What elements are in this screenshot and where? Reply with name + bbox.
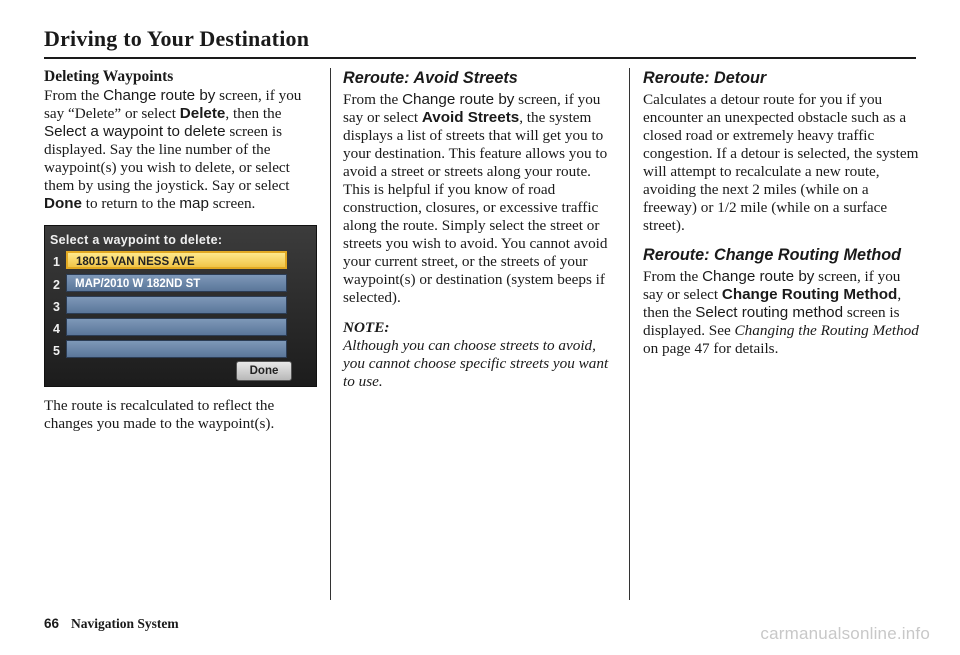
button-name: Done — [44, 195, 82, 212]
waypoint-row — [50, 318, 290, 338]
text-run: , then the — [643, 286, 902, 321]
section-heading: Deleting Waypoints — [44, 68, 174, 85]
text-run: From the — [643, 268, 703, 285]
button-name: Change Routing Method — [721, 286, 898, 303]
row-number: 2 — [53, 278, 60, 292]
column-divider-1 — [330, 68, 331, 600]
row-number: 5 — [53, 344, 60, 358]
section-heading: Reroute: Detour — [643, 69, 767, 87]
text-run: screen is displayed. See — [643, 304, 900, 339]
column-avoid-streets — [343, 68, 619, 391]
text-run: screen is displayed. Say the line number of the waypoint(s) you wish to delete, or select them by using the joystick. Say or select — [44, 123, 290, 194]
paragraph: The route is recalculated to reflect the changes you made to the waypoint(s). — [44, 397, 275, 432]
text-run: From the — [343, 91, 403, 108]
waypoint-row — [50, 251, 290, 271]
section-heading: Reroute: Change Routing Method — [643, 246, 902, 264]
button-name: Avoid Streets — [421, 109, 520, 126]
text-run: screen, if you say “Delete” or select — [44, 87, 302, 122]
waypoint-field — [66, 318, 287, 336]
cross-reference: Changing the Routing Method — [734, 322, 919, 339]
text-run: , then the — [225, 105, 282, 122]
screen-header: Select a waypoint to delete: — [50, 233, 223, 247]
paragraph — [44, 87, 320, 213]
text-run: screen, if you say or select — [643, 268, 901, 303]
row-number: 3 — [53, 300, 60, 314]
waypoint-row — [50, 274, 290, 294]
text-run: , the system displays a list of streets that will get you to your destination. This feature allows you to avoid a street or streets along your route. This is helpful if you know of road construction, closures, or excessive traffic along the route. Simply select the street or streets you wish to avoid. You cannot avoid your current street, or the streets of your waypoint(s) or destination (system beeps if selected). — [343, 109, 608, 306]
screen-name: Change route by — [402, 91, 515, 108]
paragraph — [343, 91, 619, 307]
text-run: screen, if you say or select — [343, 91, 601, 126]
text-run: From the — [44, 87, 104, 104]
row-number: 4 — [53, 322, 60, 336]
screen-name: Select a waypoint to delete — [44, 123, 226, 140]
section-heading: Reroute: Avoid Streets — [343, 69, 518, 87]
waypoint-row — [50, 296, 290, 316]
waypoint-field — [66, 340, 287, 358]
navigation-screen-image — [44, 225, 317, 387]
screen-name: map — [179, 195, 209, 212]
title-divider — [44, 57, 916, 59]
row-number: 1 — [53, 255, 60, 269]
page-number: 66 — [44, 616, 60, 631]
column-detour-routing — [643, 68, 919, 358]
footer-label: Navigation System — [71, 616, 179, 631]
waypoint-field — [66, 296, 287, 314]
column-deleting-waypoints — [44, 68, 320, 433]
waypoint-field: MAP/2010 W 182ND ST — [66, 274, 287, 292]
note-label: NOTE: — [343, 319, 390, 336]
watermark: carmanualsonline.info — [760, 624, 930, 643]
button-name: Delete — [179, 105, 226, 122]
paragraph: Calculates a detour route for you if you encounter an unexpected obstacle such as a closed road or extremely heavy traffic congestion. If a detour is selected, the system will attempt to recalculate a new route, avoiding the next 2 miles (while on a freeway) or 1/2 mile (while on a surface street). — [643, 91, 919, 234]
waypoint-row — [50, 340, 290, 360]
done-button: Done — [236, 361, 292, 381]
note-text: Although you can choose streets to avoid, you cannot choose specific streets you want to use. — [343, 337, 609, 390]
page-title: Driving to Your Destination — [44, 26, 310, 51]
paragraph — [643, 268, 919, 358]
text-run: on page 47 for details. — [643, 340, 779, 357]
screen-name: Change route by — [702, 268, 815, 285]
text-run: screen. — [208, 195, 256, 212]
screen-name: Change route by — [103, 87, 216, 104]
text-run: to return to the — [81, 195, 180, 212]
column-divider-2 — [629, 68, 630, 600]
waypoint-field-selected: 18015 VAN NESS AVE — [66, 251, 287, 269]
screen-name: Select routing method — [695, 304, 844, 321]
page-footer — [44, 616, 179, 632]
